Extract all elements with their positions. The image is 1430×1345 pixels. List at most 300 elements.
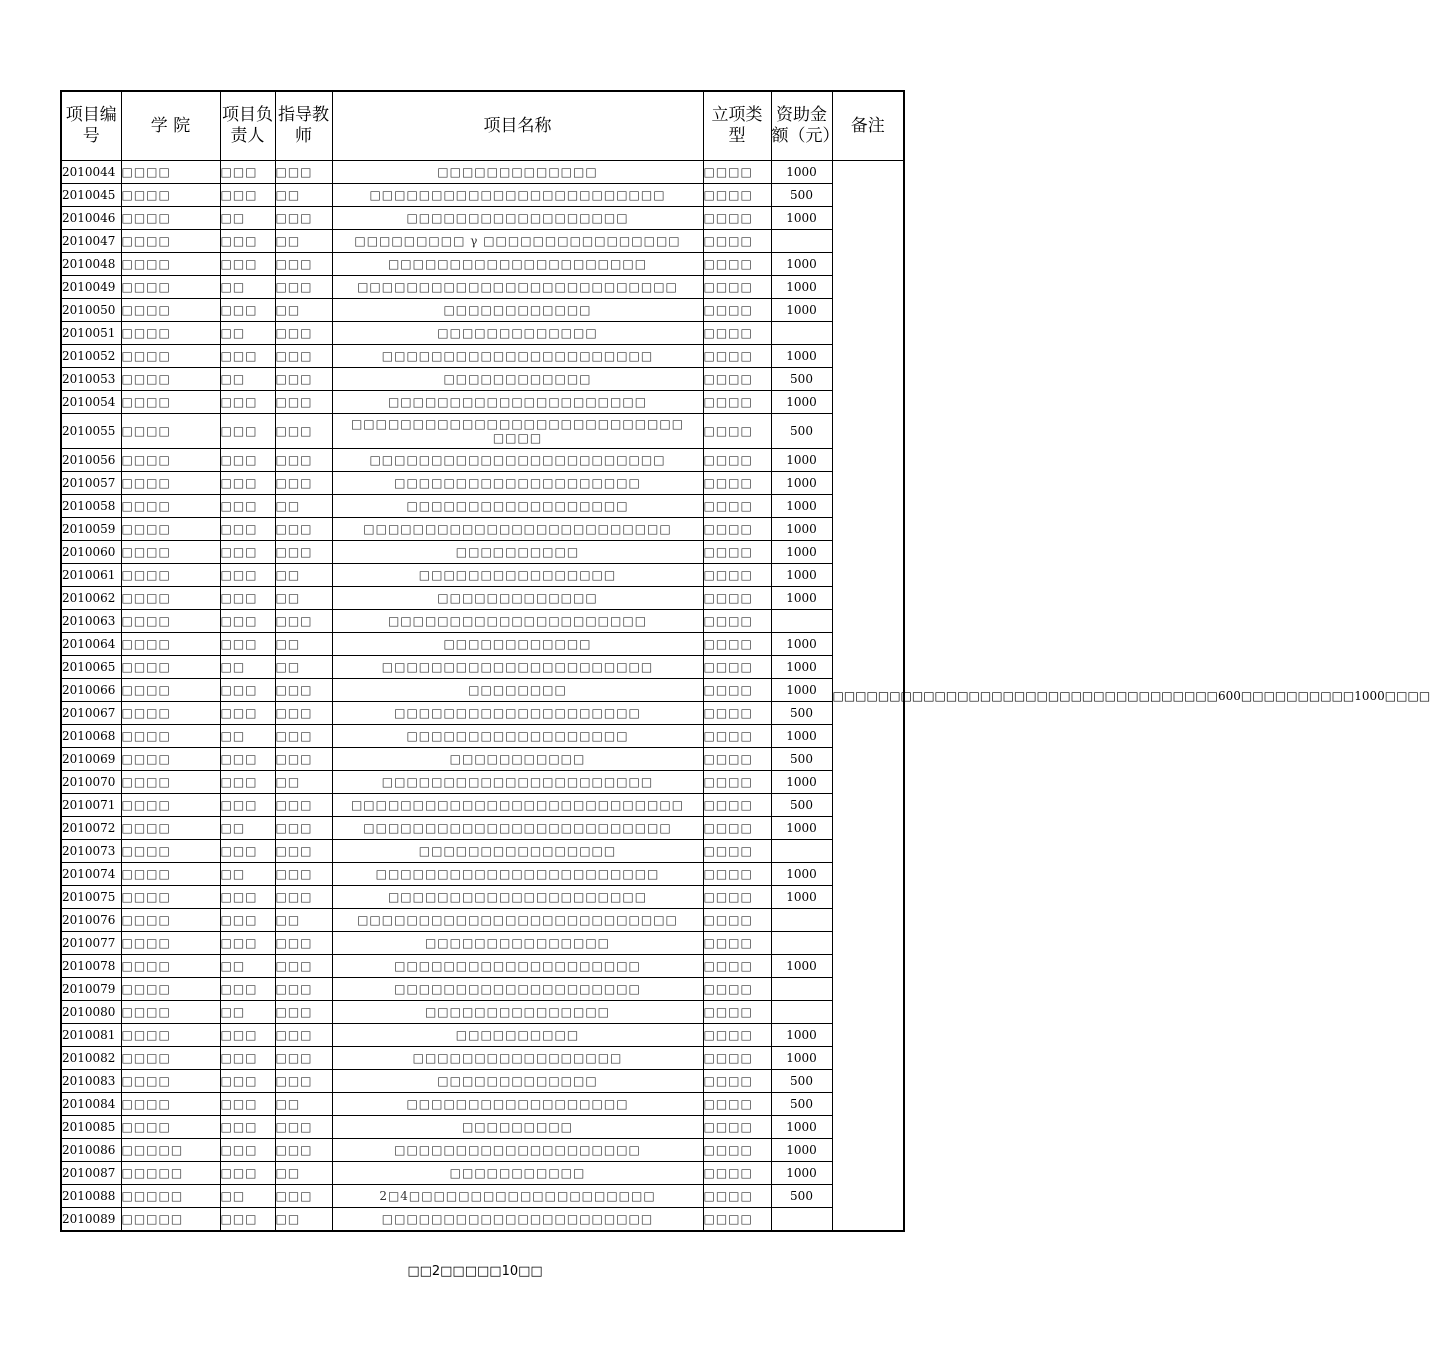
- advisor-cell: □□□: [275, 702, 332, 725]
- project-id-cell: 2010066: [61, 679, 121, 702]
- project-type-cell: □□□□: [703, 322, 771, 345]
- project-id-cell: 2010058: [61, 495, 121, 518]
- project-name-cell: □□□□□□□□□□□: [332, 748, 703, 771]
- project-id-cell: 2010074: [61, 863, 121, 886]
- college-cell: □□□□: [121, 771, 220, 794]
- advisor-cell: □□: [275, 1162, 332, 1185]
- project-name-cell: □□□□□□□□□□□□□□□□□□□□: [332, 702, 703, 725]
- table-row: [61, 656, 904, 679]
- advisor-cell: □□□: [275, 978, 332, 1001]
- college-cell: □□□□: [121, 345, 220, 368]
- funding-amount-cell: 1000: [771, 817, 832, 840]
- college-cell: □□□□: [121, 909, 220, 932]
- project-name-cell: □□□□□□□□□□: [332, 1024, 703, 1047]
- project-id-cell: 2010047: [61, 230, 121, 253]
- funding-amount-cell: 1000: [771, 495, 832, 518]
- project-id-cell: 2010048: [61, 253, 121, 276]
- project-type-cell: □□□□: [703, 414, 771, 449]
- advisor-cell: □□□: [275, 322, 332, 345]
- leader-cell: □□□: [220, 495, 275, 518]
- leader-cell: □□: [220, 817, 275, 840]
- leader-cell: □□: [220, 863, 275, 886]
- funding-amount-cell: 500: [771, 1070, 832, 1093]
- funding-amount-cell: 1000: [771, 161, 832, 184]
- project-name-cell: □□□□□□□□□□□□□□□□□□□□□: [332, 886, 703, 909]
- advisor-cell: □□□: [275, 207, 332, 230]
- college-cell: □□□□: [121, 1116, 220, 1139]
- project-id-cell: 2010079: [61, 978, 121, 1001]
- leader-cell: □□: [220, 276, 275, 299]
- project-table: [60, 90, 1430, 1232]
- table-row: [61, 1001, 904, 1024]
- table-row: [61, 610, 904, 633]
- advisor-cell: □□: [275, 184, 332, 207]
- college-cell: □□□□: [121, 840, 220, 863]
- funding-amount-cell: [771, 1001, 832, 1024]
- funding-amount-cell: 1000: [771, 863, 832, 886]
- project-type-cell: □□□□: [703, 587, 771, 610]
- project-id-cell: 2010049: [61, 276, 121, 299]
- table-row: [61, 345, 904, 368]
- project-name-cell: □□□□□□□□□□□□□□□□□□: [332, 725, 703, 748]
- leader-cell: □□□: [220, 184, 275, 207]
- college-cell: □□□□: [121, 748, 220, 771]
- project-id-cell: 2010073: [61, 840, 121, 863]
- college-cell: □□□□: [121, 368, 220, 391]
- leader-cell: □□□: [220, 299, 275, 322]
- table-row: [61, 679, 904, 702]
- header-project-name: 项目名称: [332, 91, 703, 161]
- project-id-cell: 2010044: [61, 161, 121, 184]
- leader-cell: □□□: [220, 1070, 275, 1093]
- college-cell: □□□□: [121, 564, 220, 587]
- funding-amount-cell: 1000: [771, 587, 832, 610]
- college-cell: □□□□: [121, 299, 220, 322]
- leader-cell: □□□: [220, 932, 275, 955]
- leader-cell: □□□: [220, 1116, 275, 1139]
- table-row: [61, 955, 904, 978]
- college-cell: □□□□□: [121, 1162, 220, 1185]
- header-project-id: 项目编号: [61, 91, 121, 161]
- college-cell: □□□□: [121, 1093, 220, 1116]
- leader-cell: □□□: [220, 702, 275, 725]
- funding-amount-cell: 500: [771, 1093, 832, 1116]
- funding-amount-cell: 1000: [771, 541, 832, 564]
- funding-amount-cell: 500: [771, 748, 832, 771]
- project-type-cell: □□□□: [703, 656, 771, 679]
- advisor-cell: □□□: [275, 1047, 332, 1070]
- project-type-cell: □□□□: [703, 909, 771, 932]
- advisor-cell: □□□: [275, 794, 332, 817]
- table-row: [61, 564, 904, 587]
- leader-cell: □□□: [220, 253, 275, 276]
- project-name-cell: □□□□□□□□□□□□□: [332, 161, 703, 184]
- advisor-cell: □□□: [275, 748, 332, 771]
- college-cell: □□□□: [121, 1024, 220, 1047]
- project-name-cell: □□□□□□□□□□□□□□□□□□□□□: [332, 610, 703, 633]
- table-body: [61, 161, 1430, 1232]
- project-name-cell: □□□□□□□□□□□: [332, 1162, 703, 1185]
- project-name-cell: □□□□□□□□□□□□□□□□□□: [332, 207, 703, 230]
- college-cell: □□□□: [121, 587, 220, 610]
- funding-amount-cell: 500: [771, 368, 832, 391]
- leader-cell: □□□: [220, 587, 275, 610]
- advisor-cell: □□□: [275, 932, 332, 955]
- project-name-cell: □□□□□□□□□□□□□□□□□□□□□□□□□□□: [332, 794, 703, 817]
- project-type-cell: □□□□: [703, 161, 771, 184]
- leader-cell: □□□: [220, 748, 275, 771]
- table-row: [61, 495, 904, 518]
- table-row: [61, 230, 904, 253]
- project-id-cell: 2010087: [61, 1162, 121, 1185]
- college-cell: □□□□: [121, 702, 220, 725]
- project-name-cell: □□□□□□□□□□□□□: [332, 587, 703, 610]
- funding-amount-cell: 1000: [771, 656, 832, 679]
- project-id-cell: 2010060: [61, 541, 121, 564]
- project-id-cell: 2010088: [61, 1185, 121, 1208]
- project-type-cell: □□□□: [703, 1116, 771, 1139]
- table-row: [61, 518, 904, 541]
- project-type-cell: □□□□: [703, 541, 771, 564]
- college-cell: □□□□: [121, 322, 220, 345]
- college-cell: □□□□: [121, 230, 220, 253]
- table-row: [61, 587, 904, 610]
- project-type-cell: □□□□: [703, 817, 771, 840]
- table-row: [61, 1162, 904, 1185]
- project-name-cell: □□□□□□□□□□□□□□□□□□□□: [332, 1139, 703, 1162]
- project-name-cell: □□□□□□□□□: [332, 1116, 703, 1139]
- college-cell: □□□□□: [121, 1208, 220, 1232]
- advisor-cell: □□□: [275, 414, 332, 449]
- college-cell: □□□□: [121, 276, 220, 299]
- leader-cell: □□□: [220, 978, 275, 1001]
- project-type-cell: □□□□: [703, 184, 771, 207]
- leader-cell: □□: [220, 725, 275, 748]
- table-row: [61, 1093, 904, 1116]
- project-id-cell: 2010077: [61, 932, 121, 955]
- project-type-cell: □□□□: [703, 1001, 771, 1024]
- college-cell: □□□□: [121, 932, 220, 955]
- project-name-cell: □□□□□□□□□□□□□□□: [332, 932, 703, 955]
- project-name-cell: □□□□□□□□□□□□□□□□□□□□□□: [332, 656, 703, 679]
- project-name-cell: □□□□□□□□□□□□□□□□□□□□□□: [332, 1208, 703, 1232]
- college-cell: □□□□: [121, 955, 220, 978]
- project-id-cell: 2010050: [61, 299, 121, 322]
- funding-amount-cell: 1000: [771, 633, 832, 656]
- funding-amount-cell: 1000: [771, 1047, 832, 1070]
- project-name-cell: □□□□□□□□□□□□□□□□□□□□: [332, 978, 703, 1001]
- college-cell: □□□□: [121, 656, 220, 679]
- table-row: [61, 414, 904, 449]
- funding-amount-cell: 1000: [771, 1116, 832, 1139]
- advisor-cell: □□□: [275, 449, 332, 472]
- project-type-cell: □□□□: [703, 771, 771, 794]
- project-id-cell: 2010080: [61, 1001, 121, 1024]
- table-row: [61, 771, 904, 794]
- project-type-cell: □□□□: [703, 610, 771, 633]
- college-cell: □□□□: [121, 794, 220, 817]
- header-note: 备注: [832, 91, 904, 161]
- project-id-cell: 2010072: [61, 817, 121, 840]
- project-name-cell: □□□□□□□□□ γ □□□□□□□□□□□□□□□□: [332, 230, 703, 253]
- project-name-cell: □□□□□□□□□□□□: [332, 368, 703, 391]
- project-id-cell: 2010061: [61, 564, 121, 587]
- funding-amount-cell: 1000: [771, 1162, 832, 1185]
- college-cell: □□□□: [121, 863, 220, 886]
- leader-cell: □□: [220, 1001, 275, 1024]
- funding-amount-cell: 1000: [771, 345, 832, 368]
- advisor-cell: □□□: [275, 1139, 332, 1162]
- project-type-cell: □□□□: [703, 702, 771, 725]
- project-type-cell: □□□□: [703, 863, 771, 886]
- project-type-cell: □□□□: [703, 207, 771, 230]
- funding-amount-cell: 1000: [771, 955, 832, 978]
- funding-amount-cell: [771, 932, 832, 955]
- leader-cell: □□□: [220, 345, 275, 368]
- table-row: [61, 978, 904, 1001]
- funding-amount-cell: 1000: [771, 253, 832, 276]
- funding-amount-cell: 500: [771, 794, 832, 817]
- college-cell: □□□□: [121, 518, 220, 541]
- funding-amount-cell: [771, 978, 832, 1001]
- project-type-cell: □□□□: [703, 1070, 771, 1093]
- project-id-cell: 2010065: [61, 656, 121, 679]
- college-cell: □□□□: [121, 472, 220, 495]
- college-cell: □□□□: [121, 886, 220, 909]
- project-type-cell: □□□□: [703, 840, 771, 863]
- funding-amount-cell: [771, 840, 832, 863]
- project-id-cell: 2010089: [61, 1208, 121, 1232]
- project-id-cell: 2010075: [61, 886, 121, 909]
- table-row: [61, 1185, 904, 1208]
- project-type-cell: □□□□: [703, 1185, 771, 1208]
- advisor-cell: □□: [275, 771, 332, 794]
- project-type-cell: □□□□: [703, 449, 771, 472]
- table-row: [61, 207, 904, 230]
- table-row: [61, 863, 904, 886]
- project-type-cell: □□□□: [703, 1093, 771, 1116]
- leader-cell: □□□: [220, 161, 275, 184]
- project-type-cell: □□□□: [703, 276, 771, 299]
- funding-amount-cell: 500: [771, 184, 832, 207]
- advisor-cell: □□: [275, 299, 332, 322]
- advisor-cell: □□□: [275, 886, 332, 909]
- project-type-cell: □□□□: [703, 1139, 771, 1162]
- project-type-cell: □□□□: [703, 1162, 771, 1185]
- header-advisor: 指导教师: [275, 91, 332, 161]
- college-cell: □□□□: [121, 161, 220, 184]
- project-id-cell: 2010083: [61, 1070, 121, 1093]
- project-id-cell: 2010051: [61, 322, 121, 345]
- project-id-cell: 2010045: [61, 184, 121, 207]
- project-type-cell: □□□□: [703, 368, 771, 391]
- header-project-type: 立项类型: [703, 91, 771, 161]
- project-name-cell: □□□□□□□□□□□□□: [332, 322, 703, 345]
- leader-cell: □□□: [220, 610, 275, 633]
- project-name-cell: □□□□□□□□□□□□□□□□□□□□□□□□□: [332, 518, 703, 541]
- college-cell: □□□□□: [121, 1139, 220, 1162]
- project-name-cell: □□□□□□□□□□: [332, 541, 703, 564]
- project-name-cell: □□□□□□□□□□□□□□□□□□□□□□: [332, 345, 703, 368]
- leader-cell: □□□: [220, 1093, 275, 1116]
- funding-amount-cell: [771, 610, 832, 633]
- advisor-cell: □□□: [275, 610, 332, 633]
- leader-cell: □□□: [220, 1139, 275, 1162]
- project-id-cell: 2010071: [61, 794, 121, 817]
- table-row: [61, 1070, 904, 1093]
- advisor-cell: □□□: [275, 679, 332, 702]
- college-cell: □□□□: [121, 414, 220, 449]
- college-cell: □□□□: [121, 633, 220, 656]
- project-id-cell: 2010052: [61, 345, 121, 368]
- advisor-cell: □□: [275, 1093, 332, 1116]
- table-row: [61, 1139, 904, 1162]
- college-cell: □□□□: [121, 495, 220, 518]
- table-row: [61, 886, 904, 909]
- leader-cell: □□: [220, 322, 275, 345]
- project-type-cell: □□□□: [703, 564, 771, 587]
- college-cell: □□□□: [121, 978, 220, 1001]
- project-id-cell: 2010046: [61, 207, 121, 230]
- project-name-cell: □□□□□□□□□□□□□□□□□□□□□□□□□: [332, 817, 703, 840]
- project-name-cell: □□□□□□□□□□□□□□□□□□: [332, 495, 703, 518]
- funding-amount-cell: 1000: [771, 1139, 832, 1162]
- project-type-cell: □□□□: [703, 978, 771, 1001]
- project-type-cell: □□□□: [703, 230, 771, 253]
- header-leader: 项目负责人: [220, 91, 275, 161]
- funding-amount-cell: 1000: [771, 391, 832, 414]
- leader-cell: □□□: [220, 449, 275, 472]
- advisor-cell: □□□: [275, 541, 332, 564]
- funding-amount-cell: 1000: [771, 276, 832, 299]
- leader-cell: □□: [220, 368, 275, 391]
- advisor-cell: □□□: [275, 161, 332, 184]
- table-row: [61, 541, 904, 564]
- project-type-cell: □□□□: [703, 1024, 771, 1047]
- project-type-cell: □□□□: [703, 391, 771, 414]
- college-cell: □□□□: [121, 207, 220, 230]
- project-type-cell: □□□□: [703, 345, 771, 368]
- project-type-cell: □□□□: [703, 932, 771, 955]
- advisor-cell: □□□: [275, 1070, 332, 1093]
- advisor-cell: □□□: [275, 1116, 332, 1139]
- project-name-cell: □□□□□□□□□□□□□□□□□□□□□□□□□□: [332, 276, 703, 299]
- leader-cell: □□□: [220, 472, 275, 495]
- leader-cell: □□□: [220, 414, 275, 449]
- project-type-cell: □□□□: [703, 679, 771, 702]
- advisor-cell: □□□: [275, 725, 332, 748]
- funding-amount-cell: [771, 909, 832, 932]
- table-row: [61, 1116, 904, 1139]
- project-id-cell: 2010086: [61, 1139, 121, 1162]
- funding-amount-cell: 1000: [771, 472, 832, 495]
- advisor-cell: □□: [275, 909, 332, 932]
- leader-cell: □□□: [220, 909, 275, 932]
- project-name-cell: □□□□□□□□□□□□□□□□□□□□□□□□□□□ □□□□: [332, 414, 703, 449]
- leader-cell: □□□: [220, 541, 275, 564]
- college-cell: □□□□: [121, 679, 220, 702]
- funding-amount-cell: [771, 322, 832, 345]
- header-college: 学 院: [121, 91, 220, 161]
- project-name-cell: □□□□□□□□□□□□□□□□□□□□: [332, 955, 703, 978]
- advisor-cell: □□□: [275, 840, 332, 863]
- leader-cell: □□□: [220, 518, 275, 541]
- project-id-cell: 2010056: [61, 449, 121, 472]
- funding-amount-cell: 1000: [771, 679, 832, 702]
- table-row: [61, 909, 904, 932]
- college-cell: □□□□: [121, 610, 220, 633]
- leader-cell: □□: [220, 656, 275, 679]
- advisor-cell: □□: [275, 1208, 332, 1232]
- table-row: [61, 184, 904, 207]
- table-row: [61, 794, 904, 817]
- leader-cell: □□□: [220, 564, 275, 587]
- project-name-cell: □□□□□□□□□□□□□□□: [332, 1001, 703, 1024]
- project-type-cell: □□□□: [703, 955, 771, 978]
- leader-cell: □□□: [220, 886, 275, 909]
- project-name-cell: □□□□□□□□□□□□□□□□□: [332, 1047, 703, 1070]
- project-type-cell: □□□□: [703, 1208, 771, 1232]
- table-row: [61, 702, 904, 725]
- leader-cell: □□□: [220, 1208, 275, 1232]
- note-cell: □□□□□□□□□□□□□□□□□□□□□□□□□□□□□□□□□□600□□□□□□□□□□1000□□□□: [832, 161, 904, 1232]
- table-row: [61, 276, 904, 299]
- funding-amount-cell: [771, 230, 832, 253]
- advisor-cell: □□□: [275, 817, 332, 840]
- funding-amount-cell: 1000: [771, 518, 832, 541]
- college-cell: □□□□: [121, 449, 220, 472]
- college-cell: □□□□: [121, 817, 220, 840]
- leader-cell: □□□: [220, 679, 275, 702]
- leader-cell: □□: [220, 955, 275, 978]
- project-name-cell: □□□□□□□□□□□□□□□□□□□□□□□□□□: [332, 909, 703, 932]
- leader-cell: □□□: [220, 1162, 275, 1185]
- project-id-cell: 2010062: [61, 587, 121, 610]
- project-name-cell: □□□□□□□□□□□□□□□□□□□□□□□□: [332, 449, 703, 472]
- table-row: [61, 368, 904, 391]
- table-row: [61, 725, 904, 748]
- project-id-cell: 2010084: [61, 1093, 121, 1116]
- advisor-cell: □□□: [275, 276, 332, 299]
- leader-cell: □□□: [220, 771, 275, 794]
- project-id-cell: 2010082: [61, 1047, 121, 1070]
- project-id-cell: 2010063: [61, 610, 121, 633]
- project-name-cell: □□□□□□□□□□□□: [332, 299, 703, 322]
- project-type-cell: □□□□: [703, 794, 771, 817]
- funding-amount-cell: 1000: [771, 1024, 832, 1047]
- project-id-cell: 2010069: [61, 748, 121, 771]
- project-name-cell: □□□□□□□□□□□□□□□□□□: [332, 1093, 703, 1116]
- project-type-cell: □□□□: [703, 725, 771, 748]
- advisor-cell: □□: [275, 633, 332, 656]
- project-type-cell: □□□□: [703, 1047, 771, 1070]
- advisor-cell: □□: [275, 656, 332, 679]
- college-cell: □□□□: [121, 541, 220, 564]
- funding-amount-cell: 1000: [771, 207, 832, 230]
- project-name-cell: □□□□□□□□□□□□□□□□□□□□: [332, 472, 703, 495]
- leader-cell: □□: [220, 207, 275, 230]
- table-row: [61, 1047, 904, 1070]
- project-id-cell: 2010085: [61, 1116, 121, 1139]
- project-name-cell: □□□□□□□□□□□□□□□□□□□□□□□: [332, 863, 703, 886]
- leader-cell: □□□: [220, 840, 275, 863]
- project-name-cell: □□□□□□□□: [332, 679, 703, 702]
- advisor-cell: □□□: [275, 253, 332, 276]
- advisor-cell: □□□: [275, 368, 332, 391]
- advisor-cell: □□□: [275, 1001, 332, 1024]
- project-id-cell: 2010064: [61, 633, 121, 656]
- project-name-cell: □□□□□□□□□□□□□□□□□□□□□: [332, 253, 703, 276]
